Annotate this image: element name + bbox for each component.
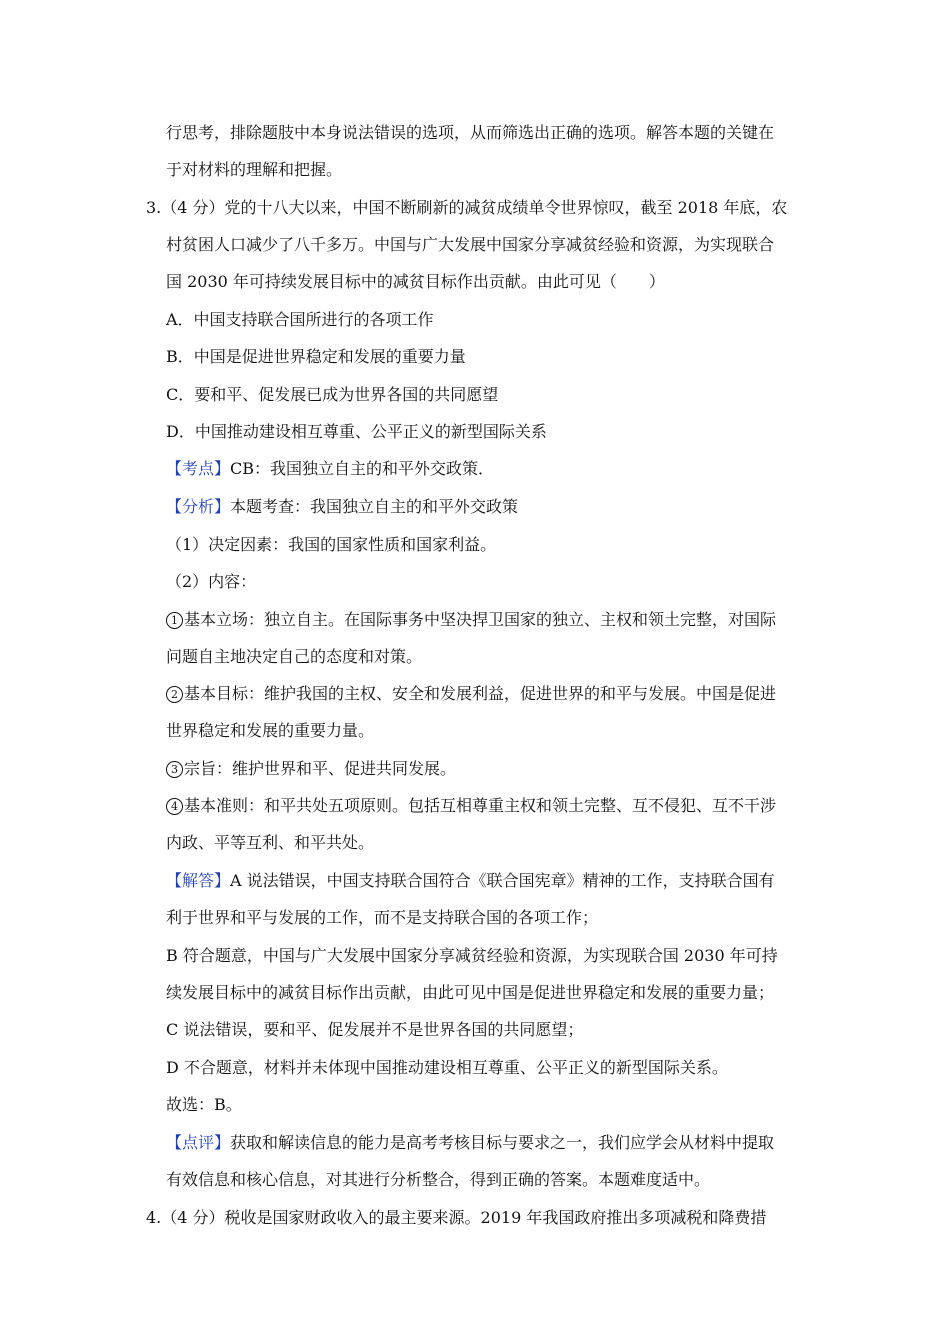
kaodian-text: CB：我国独立自主的和平外交政策． bbox=[230, 459, 495, 478]
circled-number: 2 bbox=[166, 686, 183, 703]
content-text: 基本准则：和平共处五项原则。包括互相尊重主权和领土完整、互不侵犯、互不干涉 bbox=[184, 796, 777, 815]
jieda-line bbox=[166, 871, 775, 891]
fenxi-point: （2）内容： bbox=[166, 572, 257, 591]
kaodian-line bbox=[166, 459, 494, 479]
content-item bbox=[166, 759, 456, 779]
option-b: B．中国是促进世界稳定和发展的重要力量 bbox=[166, 347, 466, 366]
content-text: 基本目标：维护我国的主权、安全和发展利益，促进世界的和平与发展。中国是促进 bbox=[184, 684, 777, 703]
content-item bbox=[166, 796, 776, 816]
fenxi-line bbox=[166, 497, 518, 517]
question-3-stem: 村贫困人口减少了八千多万。中国与广大发展中国家分享减贫经验和资源，为实现联合 bbox=[166, 235, 775, 254]
dianping-tag: 【点评】 bbox=[166, 1133, 231, 1152]
question-3-stem: 国 2030 年可持续发展目标中的减贫目标作出贡献。由此可见（ ） bbox=[166, 272, 665, 291]
option-a: A．中国支持联合国所进行的各项工作 bbox=[166, 310, 434, 329]
circled-number: 4 bbox=[166, 798, 183, 815]
jieda-text: 利于世界和平与发展的工作，而不是支持联合国的各项工作； bbox=[166, 908, 599, 927]
fenxi-tag: 【分析】 bbox=[166, 497, 231, 516]
question-4-stem: 4.（4 分）税收是国家财政收入的最主要来源。2019 年我国政府推出多项减税和降费措 bbox=[146, 1208, 767, 1227]
content-text: 世界稳定和发展的重要力量。 bbox=[166, 721, 375, 740]
option-c: C．要和平、促发展已成为世界各国的共同愿望 bbox=[166, 385, 499, 404]
question-3-stem: 3.（4 分）党的十八大以来，中国不断刷新的减贫成绩单令世界惊叹，截至 2018 年底，农 bbox=[146, 198, 788, 217]
jieda-text: A 说法错误，中国支持联合国符合《联合国宪章》精神的工作，支持联合国有 bbox=[230, 871, 775, 890]
circled-number: 3 bbox=[166, 761, 183, 778]
jieda-text: 续发展目标中的减贫目标作出贡献，由此可见中国是促进世界稳定和发展的重要力量； bbox=[166, 983, 775, 1002]
dianping-text: 有效信息和核心信息，对其进行分析整合，得到正确的答案。本题难度适中。 bbox=[166, 1170, 711, 1189]
content-text: 问题自主地决定自己的态度和对策。 bbox=[166, 647, 423, 666]
content-text: 宗旨：维护世界和平、促进共同发展。 bbox=[184, 759, 457, 778]
dianping-line bbox=[166, 1133, 774, 1153]
prev-analysis-line: 于对材料的理解和把握。 bbox=[166, 160, 343, 179]
jieda-tag: 【解答】 bbox=[166, 871, 231, 890]
prev-analysis-line: 行思考，排除题肢中本身说法错误的选项，从而筛选出正确的选项。解答本题的关键在 bbox=[166, 123, 775, 142]
jieda-text: C 说法错误，要和平、促发展并不是世界各国的共同愿望； bbox=[166, 1020, 584, 1039]
kaodian-tag: 【考点】 bbox=[166, 459, 231, 478]
dianping-text: 获取和解读信息的能力是高考考核目标与要求之一，我们应学会从材料中提取 bbox=[230, 1133, 775, 1152]
fenxi-point: （1）决定因素：我国的国家性质和国家利益。 bbox=[166, 535, 497, 554]
option-d: D．中国推动建设相互尊重、公平正义的新型国际关系 bbox=[166, 422, 547, 441]
content-item bbox=[166, 610, 776, 630]
answer-line: 故选：B。 bbox=[166, 1095, 242, 1114]
content-text: 内政、平等互利、和平共处。 bbox=[166, 833, 375, 852]
jieda-text: D 不合题意，材料并未体现中国推动建设相互尊重、公平正义的新型国际关系。 bbox=[166, 1058, 728, 1077]
jieda-text: B 符合题意，中国与广大发展中国家分享减贫经验和资源，为实现联合国 2030 年可持 bbox=[166, 946, 778, 965]
fenxi-text: 本题考查：我国独立自主的和平外交政策 bbox=[230, 497, 519, 516]
content-text: 基本立场：独立自主。在国际事务中坚决捍卫国家的独立、主权和领土完整，对国际 bbox=[184, 610, 777, 629]
circled-number: 1 bbox=[166, 612, 183, 629]
content-item bbox=[166, 684, 776, 704]
